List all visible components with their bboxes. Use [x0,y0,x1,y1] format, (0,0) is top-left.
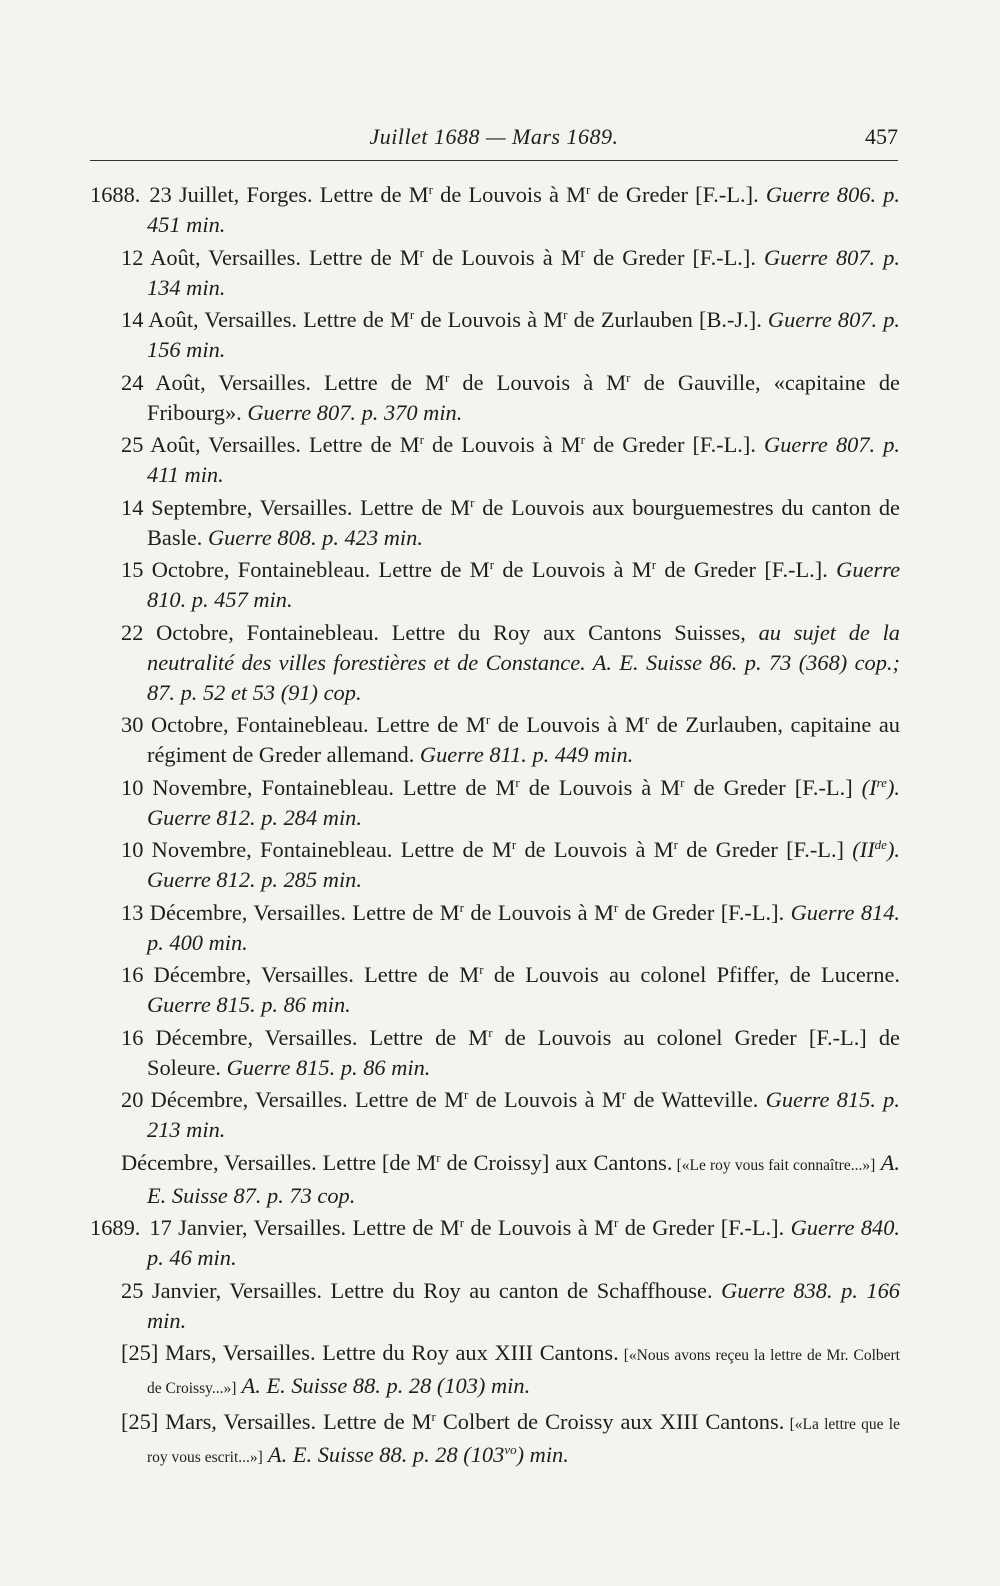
entry-text: de Louvois à M [516,837,674,862]
entry-text: de Louvois à M [464,1215,614,1240]
list-item [90,1148,900,1211]
entry-text: Lettre de M [393,774,516,800]
list-item [90,430,900,490]
entry-text: de Watteville. [626,1087,759,1112]
list-item [90,243,900,303]
entry-mark-sup: re [876,774,887,790]
entry-text: de Greder [F.-L.] [678,837,845,862]
entry-sup: r [464,1087,469,1102]
entry-date: [25] Mars, Versailles. [121,1340,316,1365]
entry-sup: r [621,1087,627,1102]
entry-text: de Louvois à M [468,1087,622,1112]
entry-sup: r [485,712,491,727]
entry-sup: r [651,557,657,572]
entry-text: de Louvois au colonel Greder [F.-L.] de Soleure. [147,1024,900,1080]
entry-reference: Guerre 807. p. 370 min. [241,399,463,425]
entry-reference: au sujet de la neutralité des villes forestières et de Constance. A. E. Suisse 86. p. 73 (368) cop.; 87. p. 52 et 53 (91) cop. [147,619,900,705]
entry-text: de Greder [F.-L.]. [584,244,756,270]
entry-text: de Zurlauben, capitaine au régiment de Greder allemand. [147,712,900,767]
entry-reference: Guerre 838. p. 166 min. [147,1277,900,1333]
entry-date: 22 Octobre, Fontainebleau. [121,619,380,645]
entry-date: 20 Décembre, Versailles. [121,1087,348,1112]
entry-date: 25 Janvier, Versailles. [121,1277,323,1303]
entry-text: de Louvois à M [494,557,652,582]
entry-reference: Guerre 812. p. 285 min. [147,867,362,892]
entry-text: de Greder [F.-L.] [684,774,853,800]
entry-reference: A. E. Suisse 87. p. 73 cop. [147,1149,901,1208]
page-title: Juillet 1688 — Mars 1689. [369,124,619,149]
list-item [90,555,900,615]
entry-quote: [«La lettre que le roy vous escrit...»] [147,1415,900,1466]
entry-text: de Louvois au colonel Pfiffer, de Lucerne. [483,962,900,987]
entry-text: Lettre du Roy aux Cantons Suisses, [379,619,746,645]
list-item [90,493,900,553]
entry-text: Lettre de M [392,837,512,862]
entry-date: 14 Septembre, Versailles. [121,494,353,520]
entry-text: Lettre du Roy aux XIII Cantons. [315,1340,619,1365]
entry-reference: Guerre 815. p. 213 min. [147,1087,900,1142]
entry-sup: r [431,1408,436,1424]
entry-sup: r [515,774,520,790]
entry-sup: r [479,962,484,977]
entry-text: de Louvois à M [432,182,587,207]
entry-date: 24 Août, Versailles. [121,369,312,395]
entry-text: Lettre du Roy au canton de Schaffhouse. [322,1277,713,1303]
list-item [90,1023,900,1083]
entry-date: 13 Décembre, Versailles. [121,899,346,925]
entry-text: de Greder [F.-L.]. [656,557,828,582]
entry-mark: (II [844,837,875,862]
entry-reference: Guerre 806. p. 451 min. [147,182,901,237]
entry-sup: r [563,307,568,322]
entry-text: de Croissy] aux Cantons. [440,1149,673,1175]
entry-text: Lettre de M [368,712,486,737]
entry-reference: Guerre 840. p. 46 min. [147,1215,901,1270]
list-item [90,773,900,833]
entry-sup: r [470,494,475,510]
entry-year: 1688. [90,182,141,207]
entry-sup: r [459,899,464,915]
entry-mark-end: ). [886,774,901,800]
entry-reference: Guerre 811. p. 449 min. [414,742,634,767]
entry-text: de Greder [F.-L.]. [618,1215,785,1240]
entry-text: de Louvois aux bourguemestres du canton de Basle. [147,494,900,550]
entry-date: 10 Novembre, Fontainebleau. [121,837,393,862]
entry-text: Lettre de M [347,1087,464,1112]
entry-text: de Louvois à M [519,774,681,800]
entry-sup: r [626,369,631,385]
entry-sup: r [613,899,619,915]
entry-sup: r [580,432,585,447]
entry-text: de Louvois à M [423,432,581,457]
entry-sup: r [419,432,424,447]
entry-sup: r [580,244,585,260]
list-item [90,1407,900,1473]
entry-text: Lettre de M [312,182,429,207]
list-item [90,1276,900,1336]
entry-date: 15 Octobre, Fontainebleau. [121,557,371,582]
entry-reference: Guerre 807. p. 156 min. [147,307,901,362]
list-item [90,835,900,895]
entry-text: de Zurlauben [B.-J.]. [567,307,762,332]
entry-text: Lettre de M [346,899,460,925]
entry-reference: Guerre 814. p. 400 min. [147,899,901,955]
entry-text: de Louvois à M [414,307,564,332]
entry-sup: r [680,774,685,790]
entry-reference: Guerre 815. p. 86 min. [147,992,351,1017]
entry-text: Lettre [de M [316,1149,437,1175]
list-item [90,1213,900,1273]
entry-mark-sup: de [874,837,887,852]
entry-date: 23 Juillet, Forges. [149,182,313,207]
entry-text: Lettre de M [300,432,420,457]
list-item [90,368,900,428]
entry-quote: [«Nous avons reçeu la lettre de Mr. Colbert de Croissy...»] [147,1347,900,1397]
entry-reference: Guerre 812. p. 284 min. [147,804,362,830]
entry-sup: r [409,307,415,322]
running-header [90,120,898,161]
entry-sup: r [419,244,424,260]
entry-reference-sup: vo [504,1441,517,1457]
entry-reference-end: ) min. [516,1441,569,1467]
entry-text: Lettre de M [300,244,420,270]
entry-sup: r [511,837,517,852]
entry-date: 14 Août, Versailles. [121,307,298,332]
entry-date: 25 Août, Versailles. [121,432,301,457]
entry-sup: r [644,712,650,727]
entry-reference: A. E. Suisse 88. p. 28 (103) min. [236,1373,531,1398]
entry-text: de Greder [F.-L.]. [584,432,756,457]
entry-text: de Louvois à M [423,244,581,270]
entry-sup: r [444,369,450,385]
list-item [90,960,900,1020]
entry-sup: r [613,1215,619,1230]
entry-date: [25] Mars, Versailles. [121,1408,317,1434]
list-item [90,1338,900,1404]
entry-text: Lettre de M [357,1024,489,1050]
entry-text: de Louvois à M [449,369,627,395]
entry-text: Lettre de M [311,369,445,395]
entry-text: de Louvois à M [490,712,645,737]
entry-text: de Greder [F.-L.]. [618,899,785,925]
entry-text: de Greder [F.-L.]. [590,182,759,207]
list-item [90,180,900,240]
entry-year: 1689. [90,1215,141,1240]
list-item [90,1085,900,1145]
entry-text: Lettre de M [352,494,471,520]
entry-mark-end: ). [886,837,901,862]
entry-date: Décembre, Versailles. [121,1149,317,1175]
entry-date: 12 Août, Versailles. [121,244,301,270]
entry-date: 16 Décembre, Versailles. [121,1024,358,1050]
entry-text: Lettre de M [353,962,480,987]
list-item [90,898,900,958]
entry-sup: r [428,182,433,197]
entry-text: Lettre de M [297,307,410,332]
entry-reference: Guerre 807. p. 134 min. [147,244,900,300]
entry-reference: Guerre 810. p. 457 min. [147,557,901,612]
entry-date: 16 Décembre, Versailles. [121,962,354,987]
entry-list [90,180,900,1475]
entry-text: Lettre de M [346,1215,460,1240]
entry-sup: r [586,182,591,197]
entry-date: 17 Janvier, Versailles. [149,1215,347,1240]
entry-reference: A. E. Suisse 88. p. 28 (103 [262,1441,505,1467]
list-item [90,710,900,770]
entry-sup: r [673,837,678,852]
entry-text: Colbert de Croissy aux XIII Cantons. [435,1408,785,1434]
entry-sup: r [489,557,495,572]
entry-mark: (I [852,774,877,800]
entry-text: Lettre de M [316,1408,432,1434]
entry-sup: r [488,1024,493,1040]
entry-quote: [«Le roy vous fait connaître...»] [672,1156,876,1174]
entry-date: 10 Novembre, Fontainebleau. [121,774,394,800]
entry-date: 30 Octobre, Fontainebleau. [121,712,369,737]
entry-text: Lettre de M [370,557,490,582]
list-item [90,305,900,365]
entry-text: de Gauville, «capitaine de Fribourg». [147,369,900,425]
entry-reference: Guerre 808. p. 423 min. [202,524,423,550]
entry-reference: Guerre 807. p. 411 min. [147,432,900,487]
entry-reference: Guerre 815. p. 86 min. [221,1054,431,1080]
entry-sup: r [436,1149,441,1165]
page-number: 457 [865,124,898,149]
entry-sup: r [459,1215,465,1230]
entry-text: de Louvois à M [464,899,614,925]
list-item [90,618,900,708]
